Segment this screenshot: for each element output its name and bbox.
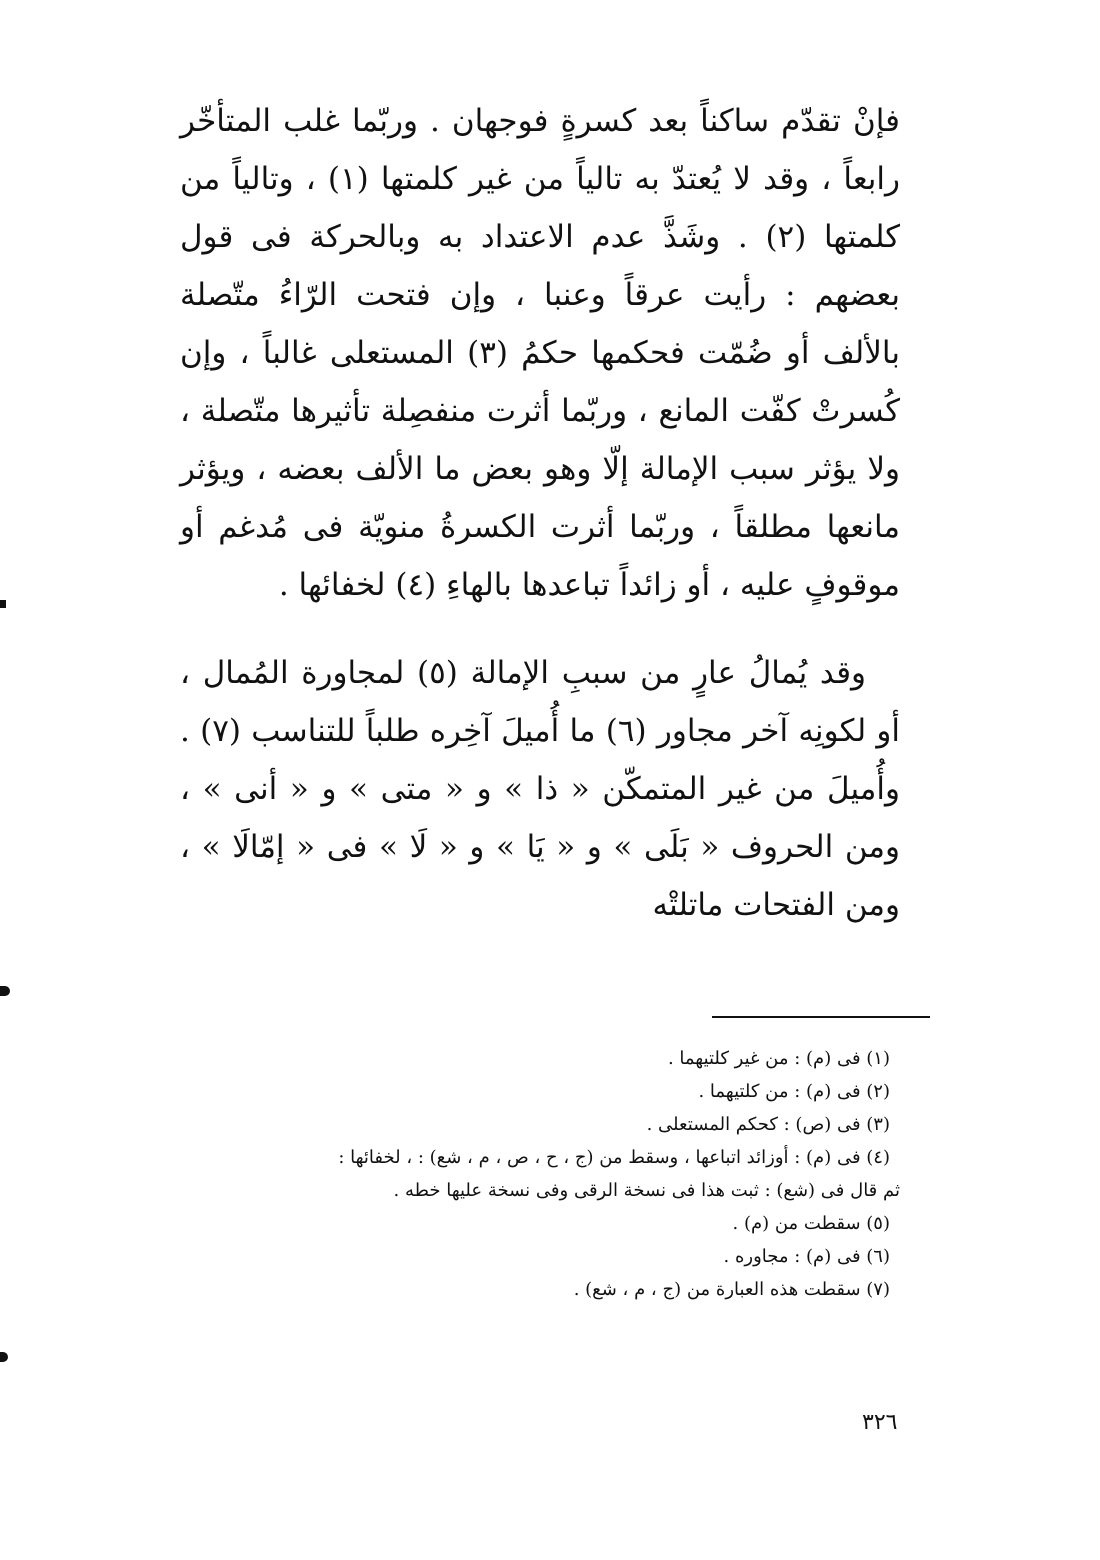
footnotes xyxy=(190,1042,900,1306)
scan-margin-mark xyxy=(0,1352,8,1362)
scan-margin-mark xyxy=(0,600,6,608)
paragraph: وقد يُمالُ عارٍ من سببِ الإمالة (٥) لمجاورة المُمال ، أو لكونِه آخر مجاور (٦) ما أُميلَ آخِره طلباً للتناسب (٧) . وأُميلَ من غير المتمكّن « ذا » و « متى » و « أنى » ، ومن الحروف « بَلَى » و « يَا » و « لَا » فى « إمّالَا » ، ومن الفتحات ماتلتْه xyxy=(180,655,900,923)
footnote-6: (٦) فى (م) : مجاوره . xyxy=(723,1246,890,1267)
footnote-3: (٣) فى (ص) : كحكم المستعلى . xyxy=(646,1114,890,1135)
footnote-1: (١) فى (م) : من غير كلتيهما . xyxy=(667,1048,890,1069)
footnote-divider xyxy=(712,1016,930,1018)
footnote-4-continuation: ثم قال فى (شع) : ثبت هذا فى نسخة الرقى وفى نسخة عليها خطه . xyxy=(393,1180,900,1201)
main-text xyxy=(180,92,900,934)
footnote-7: (٧) سقطت هذه العبارة من (ج ، م ، شع) . xyxy=(573,1279,890,1300)
footnote-4: (٤) فى (م) : أوزائد اتباعها ، وسقط من (ج ، ح ، ص ، م ، شع) : ، لخفائها : xyxy=(338,1147,890,1168)
scan-margin-mark xyxy=(0,986,10,996)
footnote-2: (٢) فى (م) : من كلتيهما . xyxy=(698,1081,890,1102)
footnote-5: (٥) سقطت من (م) . xyxy=(732,1213,890,1234)
paragraph: فإنْ تقدّم ساكناً بعد كسرةٍ فوجهان . وربّما غلب المتأخّر رابعاً ، وقد لا يُعتدّ به تالياً من غير كلمتها (١) ، وتالياً من كلمتها (٢) . وشَذَّ عدم الاعتداد به وبالحركة فى قول بعضهم : رأيت عرقاً وعنبا ، وإن فتحت الرّاءُ متّصلة بالألف أو ضُمّت فحكمها حكمُ (٣) المستعلى غالباً ، وإن كُسرتْ كفّت المانع ، وربّما أثرت منفصِلة تأثيرها متّصلة ، ولا يؤثر سبب الإمالة إلّا وهو بعض ما الألف بعضه ، ويؤثر مانعها مطلقاً ، وربّما أثرت الكسرةُ منويّة فى مُدغم أو موقوفٍ عليه ، أو زائداً تباعدها بالهاءِ (٤) لخفائها . xyxy=(180,103,900,603)
page-number: ٣٢٦ xyxy=(862,1410,898,1435)
